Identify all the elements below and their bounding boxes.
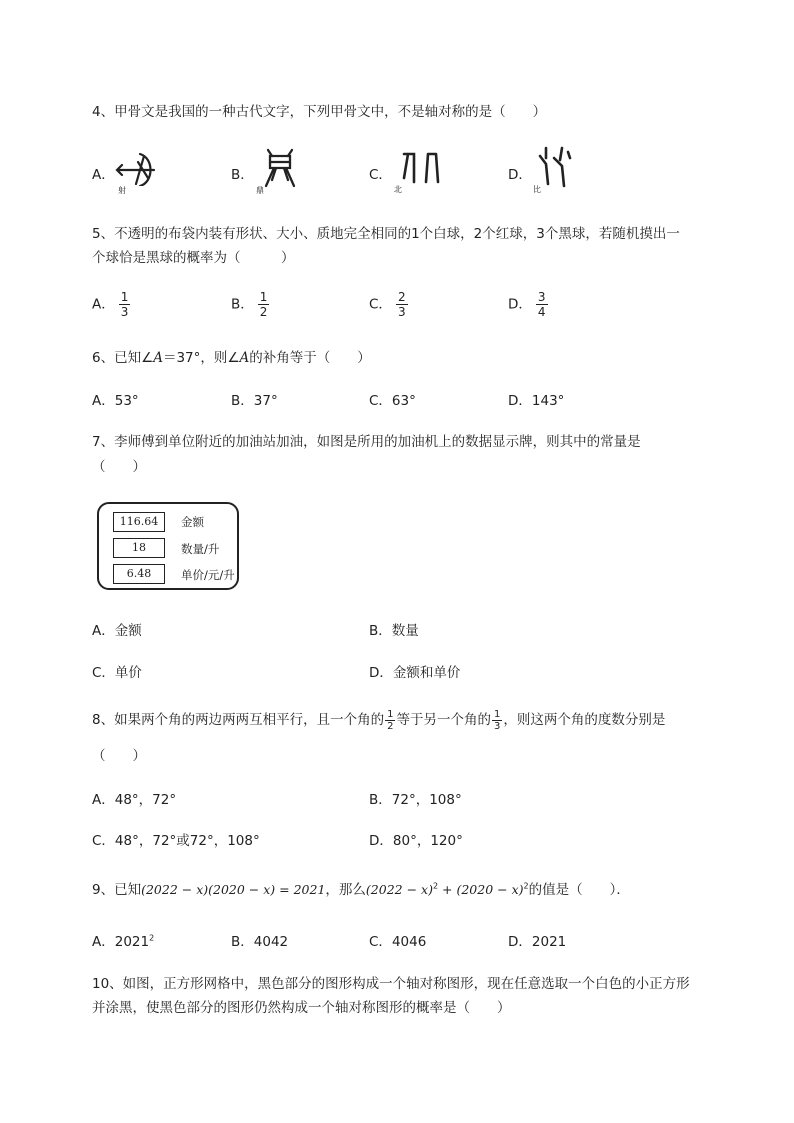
q7-stem-line2: （ ）	[92, 459, 146, 475]
q4-stem: 4、甲骨文是我国的一种古代文字，下列甲骨文中，不是轴对称的是（ ）	[92, 104, 547, 120]
q6-option-a: A．53°	[92, 393, 139, 409]
q6-option-d: D．143°	[508, 393, 565, 409]
q5-stem-line1: 5、不透明的布袋内装有形状、大小、质地完全相同的1个白球，2个红球，3个黑球，若随机摸出一	[92, 226, 680, 242]
q9-option-b: B．4042	[231, 934, 289, 950]
q4-option-d-caption: 比	[533, 185, 541, 194]
q8-option-b: B．72°，108°	[369, 792, 462, 808]
q7-option-a: A．金额	[92, 623, 142, 639]
oracle-bone-she-glyph	[114, 148, 160, 186]
q4-option-c-caption: 北	[394, 185, 402, 194]
display-quantity-label: 数量/升	[181, 542, 220, 556]
q4-option-b-caption: 鼎	[256, 186, 264, 195]
q6-option-c: C．63°	[369, 393, 416, 409]
q5-option-c: C． $\frac{2}{3}$	[369, 290, 406, 319]
q4-option-c-letter: C．	[369, 167, 392, 183]
display-unit-price-value: 6.48	[113, 564, 165, 584]
q5-stem-line2: 个球恰是黑球的概率为（ ）	[92, 250, 295, 266]
q6-stem: 6、已知∠A＝37°，则∠A的补角等于（ ）	[92, 350, 371, 366]
q10-stem-line1: 10、如图，正方形网格中，黑色部分的图形构成一个轴对称图形，现在任意选取一个白色的小正方形	[92, 976, 690, 992]
q9-option-a: A．2021$^2$	[92, 933, 155, 950]
q8-option-d: D．80°，120°	[369, 833, 463, 849]
q5-option-d: D． $\frac{3}{4}$	[508, 290, 546, 319]
q9-stem: 9、已知(2022 − x)(2020 − x) = 2021，那么$(2022 - x)^2 + (2020 - x)^2$的值是（ ）．	[92, 881, 630, 898]
display-unit-price-label: 单价/元/升	[181, 568, 235, 582]
q9-option-d: D．2021	[508, 934, 567, 950]
display-amount-value: 116.64	[113, 512, 165, 532]
q10-stem-line2: 并涂黑，使黑色部分的图形仍然构成一个轴对称图形的概率是（ ）	[92, 1000, 511, 1016]
q7-option-d: D．金额和单价	[369, 665, 461, 681]
q8-option-c: C．48°，72°或72°，108°	[92, 833, 260, 849]
oracle-bone-ding-glyph	[262, 146, 298, 190]
q5-option-a: A． $\frac{1}{3}$	[92, 290, 129, 319]
q9-option-c: C．4046	[369, 934, 427, 950]
oracle-bone-bi-glyph	[536, 144, 578, 190]
q6-option-b: B．37°	[231, 393, 278, 409]
q8-stem: 8、如果两个角的两边两两互相平行，且一个角的 $\frac{1}{2}$ 等于另一个角的 $\frac{1}{3}$ ，则这两个角的度数分别是	[92, 708, 666, 732]
q7-option-c: C．单价	[92, 665, 142, 681]
q5-option-b: B． $\frac{1}{2}$	[231, 290, 268, 319]
q4-option-a-letter: A．	[92, 167, 115, 183]
oracle-bone-bei-glyph	[398, 148, 444, 186]
q8-stem-line2: （ ）	[92, 748, 146, 764]
q4-option-d-letter: D．	[508, 167, 532, 183]
q7-stem-line1: 7、李师傅到单位附近的加油站加油，如图是所用的加油机上的数据显示牌，则其中的常量是	[92, 434, 641, 450]
display-amount-label: 金额	[181, 515, 204, 529]
q8-option-a: A．48°，72°	[92, 792, 177, 808]
fuel-pump-display	[97, 502, 239, 590]
q4-option-b-letter: B．	[231, 167, 254, 183]
q4-option-a-caption: 射	[118, 186, 126, 195]
display-quantity-value: 18	[113, 538, 165, 558]
q7-option-b: B．数量	[369, 623, 419, 639]
